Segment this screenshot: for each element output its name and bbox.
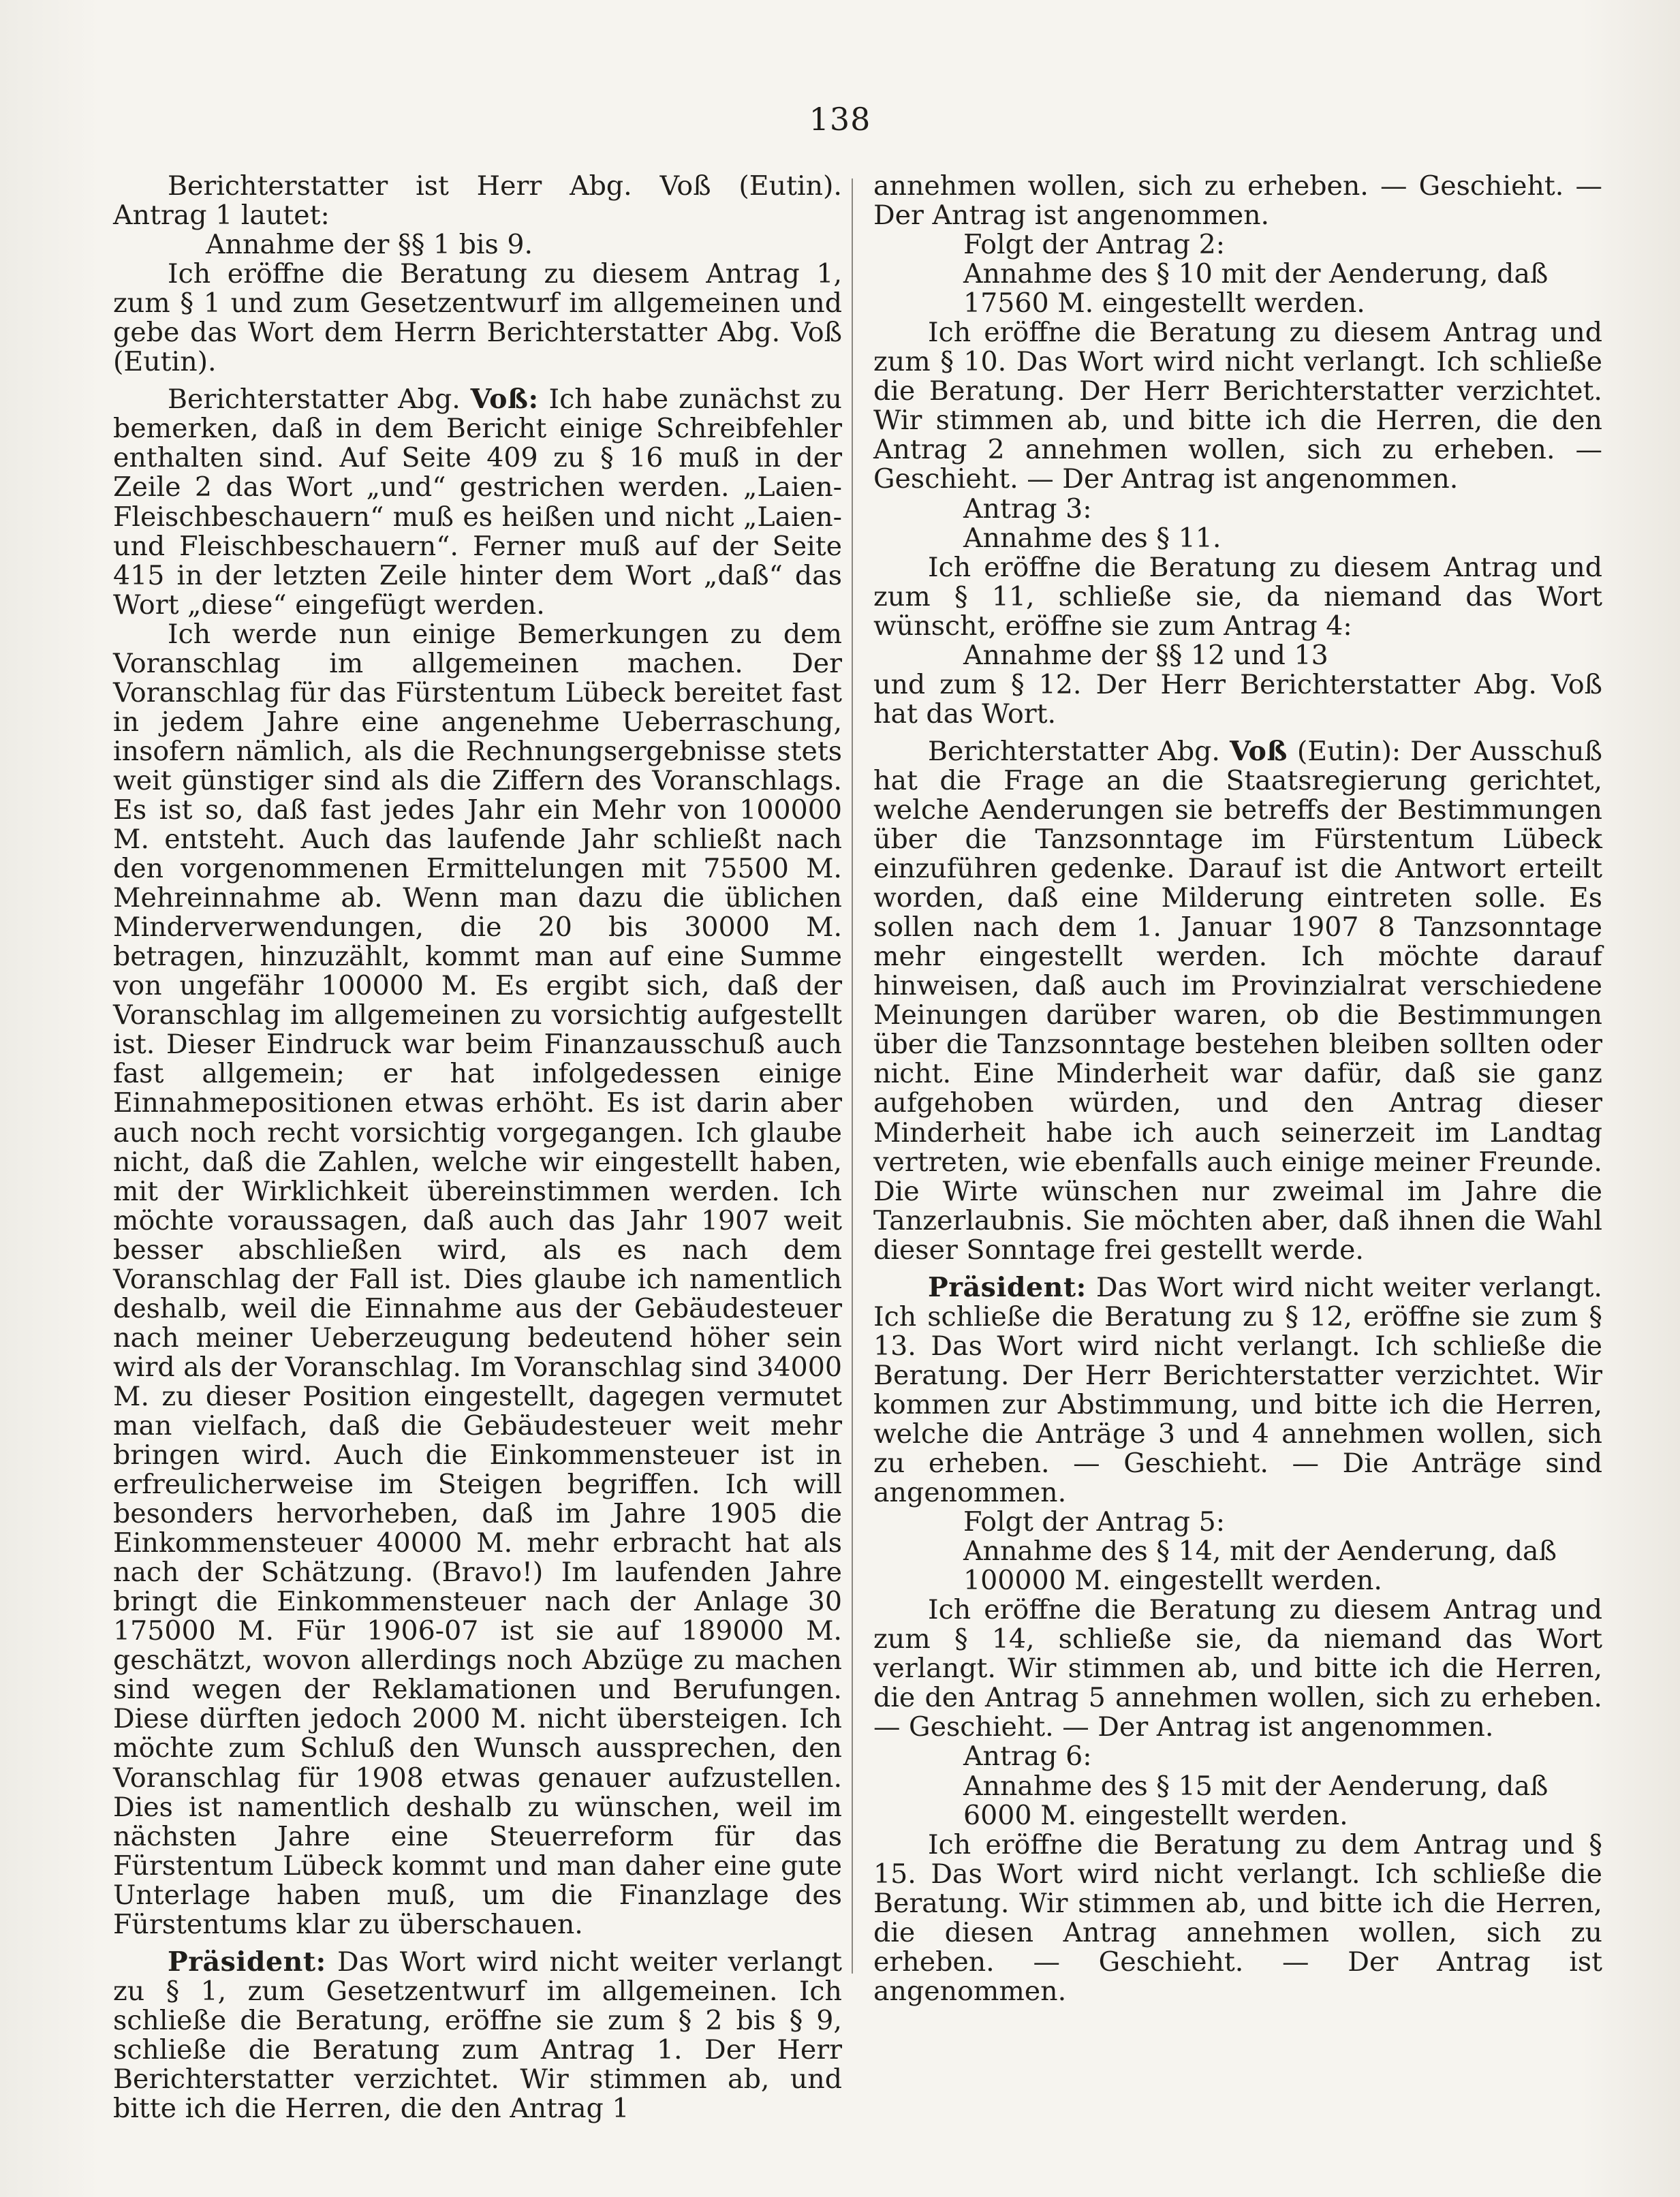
- motion-label: Folgt der Antrag 2:: [963, 229, 1226, 261]
- right-column: [873, 172, 1602, 2006]
- speech-text: Ich habe zunächst zu bemerken, daß in dem Bericht einige Schreibfehler enthalten sind. Auf Seite 409 zu § 16 muß in der Zeile 2 das Wort „und“ gestrichen werden. „Laien-Fleischbeschauern“ muß es heißen und nicht „Laien- und Fleischbeschauern“. Ferner muß auf der Seite 415 in der letzten Zeile hinter dem Wort „daß“ das Wort „diese“ eingefügt werden.: [113, 384, 842, 621]
- motion-quote: Annahme der §§ 12 und 13: [963, 639, 1328, 671]
- paragraph: Ich eröffne die Beratung zu diesem Antrag 1, zum § 1 und zum Gesetzentwurf im allgemeinen und gebe das Wort dem Herrn Berichterstatter Abg. Voß (Eutin).: [113, 258, 842, 378]
- paragraph: Berichterstatter ist Herr Abg. Voß (Eutin). Antrag 1 lautet:: [113, 170, 842, 232]
- speech-paragraph: [873, 1273, 1602, 1508]
- motion-quote: Annahme der §§ 1 bis 9.: [206, 229, 533, 261]
- paragraph: Ich eröffne die Beratung zu diesem Antrag und zum § 14, schließe sie, da niemand das Wort verlangt. Wir stimmen ab, und bitte ich die Herren, die den Antrag 5 annehmen wollen, sich zu erheben. — Geschieht. — Der Antrag ist angenommen.: [873, 1594, 1602, 1743]
- speech-text: Das Wort wird nicht weiter verlangt. Ich schließe die Beratung zu § 12, eröffne sie zum § 13. Das Wort wird nicht verlangt. Ich schließe die Beratung. Der Herr Berichterstatter verzichtet. Wir kommen zur Abstimmung, und bitte ich die Herren, welche die Anträge 3 und 4 annehmen wollen, sich zu erheben. — Geschieht. — Die Anträge sind angenommen.: [873, 1271, 1602, 1509]
- motion-quote: Annahme des § 10 mit der Aenderung, daß 17560 M. eingestellt werden.: [963, 258, 1549, 320]
- speaker-name: Voß: [1229, 735, 1288, 767]
- paragraph: Ich eröffne die Beratung zu diesem Antrag und zum § 11, schließe sie, da niemand das Wort wünscht, eröffne sie zum Antrag 4:: [873, 551, 1602, 642]
- paragraph: annehmen wollen, sich zu erheben. — Geschieht. — Der Antrag ist angenommen.: [873, 170, 1602, 232]
- speech-paragraph: [113, 1948, 842, 2123]
- column-divider: [852, 178, 853, 1974]
- page-number: 138: [809, 101, 871, 138]
- left-column: [113, 172, 842, 2123]
- paragraph: Ich eröffne die Beratung zu dem Antrag und § 15. Das Wort wird nicht verlangt. Ich schließe die Beratung. Wir stimmen ab, und bitte ich die Herren, die diesen Antrag annehmen wollen, sich zu erheben. — Geschieht. — Der Antrag ist angenommen.: [873, 1828, 1602, 2007]
- paragraph: Ich werde nun einige Bemerkungen zu dem Voranschlag im allgemeinen machen. Der Voranschlag für das Fürstentum Lübeck bereitet fast in jedem Jahre eine angenehme Ueberraschung, insofern nämlich, als die Rechnungsergebnisse stets weit günstiger sind als die Ziffern des Voranschlags. Es ist so, daß fast jedes Jahr ein Mehr von 100000 M. entsteht. Auch das laufende Jahr schließt nach den vorgenommenen Ermittelungen mit 75500 M. Mehreinnahme ab. Wenn man dazu die üblichen Minderverwendungen, die 20 bis 30000 M. betragen, hinzuzählt, kommt man auf eine Summe von ungefähr 100000 M. Es ergibt sich, daß der Voranschlag im allgemeinen zu vorsichtig aufgestellt ist. Dieser Eindruck war beim Finanzausschuß auch fast allgemein; er hat infolgedessen einige Einnahmepositionen etwas erhöht. Es ist darin aber auch noch recht vorsichtig vorgegangen. Ich glaube nicht, daß die Zahlen, welche wir eingestellt haben, mit der Wirklichkeit übereinstimmen werden. Ich möchte voraussagen, daß auch das Jahr 1907 weit besser abschließen wird, als es nach dem Voranschlag der Fall ist. Dies glaube ich namentlich deshalb, weil die Einnahme aus der Gebäudesteuer nach meiner Ueberzeugung bedeutend höher sein wird als der Voranschlag. Im Voranschlag sind 34000 M. zu dieser Position eingestellt, dagegen vermutet man vielfach, daß die Gebäudesteuer weit mehr bringen wird. Auch die Einkommensteuer ist in erfreulicherweise im Steigen begriffen. Ich will besonders hervorheben, daß im Jahre 1905 die Einkommensteuer 40000 M. mehr erbracht hat als nach der Schätzung. (Bravo!) Im laufenden Jahre bringt die Einkommensteuer nach der Anlage 30 175000 M. Für 1906-07 ist sie auf 189000 M. geschätzt, wovon allerdings noch Abzüge zu machen sind wegen der Reklamationen und Berufungen. Diese dürften jedoch 2000 M. nicht übersteigen. Ich möchte zum Schluß den Wunsch aussprechen, den Voranschlag für 1908 etwas genauer aufzustellen. Dies ist namentlich deshalb zu wünschen, weil im nächsten Jahre eine Steuerreform für das Fürstentum Lübeck kommt und man daher eine gute Unterlage haben muß, um die Finanzlage des Fürstentums klar zu überschauen.: [113, 618, 842, 1940]
- speech-paragraph: [113, 385, 842, 619]
- speech-text: (Eutin): Der Ausschuß hat die Frage an die Staatsregierung gerichtet, welche Aenderungen sie betreffs der Bestimmungen über die Tanzsonntage im Fürstentum Lübeck einzuführen gedenke. Darauf ist die Antwort erteilt worden, daß eine Milderung eintreten solle. Es sollen nach dem 1. Januar 1907 8 Tanzsonntage mehr eingestellt werden. Ich möchte darauf hinweisen, daß auch im Provinzialrat verschiedene Meinungen darüber waren, ob die Bestimmungen über die Tanzsonntage bestehen bleiben sollten oder nicht. Eine Minderheit war dafür, daß sie ganz aufgehoben würden, und den Antrag dieser Minderheit habe ich auch seinerzeit im Landtag vertreten, wie ebenfalls auch einige meiner Freunde. Die Wirte wünschen nur zweimal im Jahre die Tanzerlaubnis. Sie möchten aber, daß ihnen die Wahl dieser Sonntage frei gestellt werde.: [873, 735, 1602, 1266]
- speaker-name: Präsident:: [928, 1271, 1087, 1303]
- motion-label: Antrag 3:: [963, 493, 1092, 525]
- motion-quote: Annahme des § 14, mit der Aenderung, daß 100000 M. eingestellt werden.: [963, 1536, 1557, 1597]
- speech-text: Das Wort wird nicht weiter verlangt zu § 1, zum Gesetzentwurf im allgemeinen. Ich schließe die Beratung, eröffne sie zum § 2 bis § 9, schließe die Beratung zum Antrag 1. Der Herr Berichterstatter verzichtet. Wir stimmen ab, und bitte ich die Herren, die den Antrag 1: [113, 1946, 842, 2125]
- motion-quote: Annahme des § 11.: [963, 522, 1222, 554]
- motion-quote: Annahme des § 15 mit der Aenderung, daß 6000 M. eingestellt werden.: [963, 1770, 1549, 1831]
- speech-paragraph: [873, 737, 1602, 1265]
- paragraph: und zum § 12. Der Herr Berichterstatter Abg. Voß hat das Wort.: [873, 668, 1602, 730]
- paragraph: Ich eröffne die Beratung zu diesem Antrag und zum § 10. Das Wort wird nicht verlangt. Ich schließe die Beratung. Der Herr Berichterstatter verzichtet. Wir stimmen ab, und bitte ich die Herren, die den Antrag 2 annehmen wollen, sich zu erheben. — Geschieht. — Der Antrag ist angenommen.: [873, 317, 1602, 495]
- speaker-intro: Berichterstatter Abg.: [928, 735, 1220, 767]
- motion-label: Antrag 6:: [963, 1741, 1092, 1773]
- speaker-intro: Berichterstatter Abg.: [168, 384, 461, 416]
- motion-label: Folgt der Antrag 5:: [963, 1506, 1226, 1538]
- speaker-name: Voß:: [470, 384, 539, 416]
- speaker-name: Präsident:: [168, 1946, 326, 1978]
